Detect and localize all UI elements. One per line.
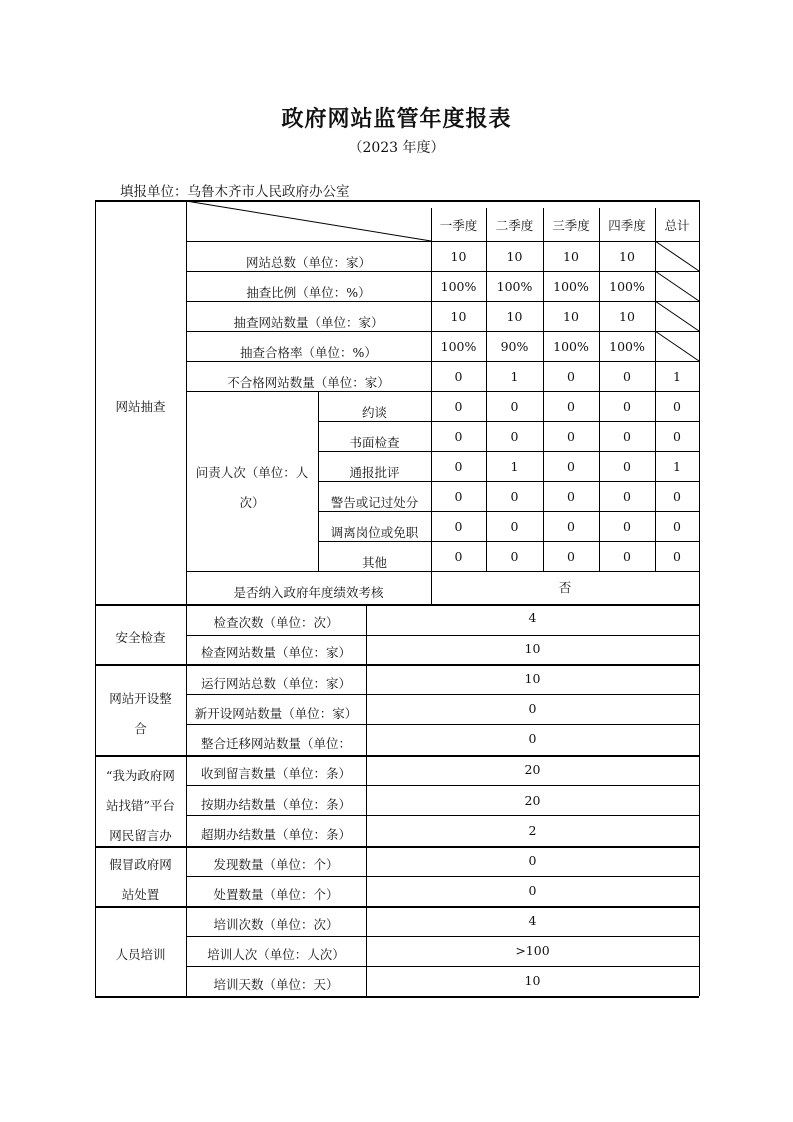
row-label: 培训天数（单位：天）: [213, 977, 339, 992]
q2-value: 1: [510, 369, 519, 384]
row-label: 新开设网站数量（单位：家）: [194, 706, 358, 721]
q2-value: 100%: [496, 279, 533, 294]
report-title: 政府网站监管年度报表: [281, 106, 512, 132]
q3-value: 0: [567, 429, 575, 444]
grid-line: [95, 996, 699, 998]
q4-value: 0: [623, 489, 631, 504]
row-value: 10: [524, 641, 541, 656]
total-value: 0: [673, 549, 681, 564]
sub-row-label: 警告或记过处分: [330, 495, 419, 510]
grid-line: [318, 511, 699, 512]
assessment-label: 是否纳入政府年度绩效考核: [233, 585, 384, 600]
q1-value: 0: [454, 459, 463, 474]
row-label: 处置数量（单位：个）: [213, 887, 339, 902]
messages-section-label: “我为政府网: [106, 768, 175, 783]
grid-line: [95, 200, 96, 996]
grid-line: [95, 664, 699, 666]
grid-line: [318, 481, 699, 482]
row-label: 抽查合格率（单位：%）: [240, 345, 377, 360]
messages-section-label-cont: 站找错”平台: [106, 798, 175, 813]
assessment-value: 否: [558, 580, 572, 595]
row-label: 收到留言数量（单位：条）: [200, 766, 351, 781]
q4-value: 0: [623, 459, 631, 474]
row-value: >100: [515, 943, 550, 958]
q2-value: 0: [510, 549, 519, 564]
total-value: 0: [673, 489, 681, 504]
q4-value: 0: [623, 399, 631, 414]
row-label: 整合迁移网站数量（单位：: [200, 736, 351, 751]
filing-unit-label: 填报单位：: [120, 184, 188, 200]
row-label: 检查次数（单位：次）: [213, 615, 339, 630]
q2-value: 10: [506, 249, 523, 264]
q2-value: 0: [510, 429, 519, 444]
grid-line: [186, 301, 699, 302]
grid-line: [186, 391, 699, 392]
row-value: 4: [528, 913, 537, 928]
grid-line: [186, 815, 699, 816]
q2-value: 90%: [500, 339, 529, 354]
q3-value: 0: [567, 399, 575, 414]
row-value: 2: [528, 823, 537, 838]
q4-value: 0: [623, 429, 631, 444]
column-header-q3: 三季度: [552, 218, 590, 233]
q3-value: 0: [567, 489, 575, 504]
grid-line: [318, 421, 699, 422]
grid-line: [186, 694, 699, 695]
row-label: 按期办结数量（单位：条）: [200, 797, 351, 812]
grid-line: [186, 361, 699, 362]
grid-line: [95, 846, 699, 848]
total-value: 0: [673, 429, 681, 444]
column-header-q2: 二季度: [495, 218, 534, 233]
filing-unit-name: 乌鲁木齐市人民政府办公室: [187, 184, 350, 200]
row-label: 抽查网站数量（单位：家）: [233, 315, 384, 330]
q4-value: 10: [619, 249, 635, 264]
grid-line: [186, 936, 699, 937]
q1-value: 0: [454, 369, 463, 384]
fake-sites-section-label-cont: 站处置: [121, 887, 160, 902]
column-header-q4: 四季度: [608, 218, 646, 233]
row-label: 不合格网站数量（单位：家）: [227, 375, 390, 390]
consolidation-section-label-cont: 合: [134, 721, 147, 736]
row-label: 超期办结数量（单位：条）: [200, 827, 351, 842]
messages-section-label-cont: 网民留言办: [109, 828, 172, 843]
total-value: 1: [673, 369, 681, 384]
q2-value: 0: [510, 489, 519, 504]
row-value: 0: [528, 701, 537, 716]
row-label: 抽查比例（单位：%）: [246, 285, 371, 300]
total-value: 0: [673, 519, 681, 534]
total-na-diagonal: [655, 301, 699, 331]
q1-value: 100%: [440, 339, 477, 354]
q3-value: 0: [567, 519, 575, 534]
row-label: 培训次数（单位：次）: [213, 917, 339, 932]
grid-line: [699, 200, 700, 996]
row-value: 20: [524, 762, 541, 777]
grid-line: [431, 208, 432, 571]
security-section-label: 安全检查: [115, 630, 166, 645]
grid-line: [95, 604, 699, 606]
total-na-diagonal: [655, 241, 699, 271]
accountability-label-cont: 次）: [239, 495, 265, 510]
grid-line: [186, 785, 699, 786]
q2-value: 1: [510, 459, 519, 474]
q1-value: 0: [454, 429, 463, 444]
q2-value: 0: [510, 519, 519, 534]
q1-value: 10: [450, 249, 467, 264]
grid-line: [318, 391, 319, 571]
fake-sites-section-label: 假冒政府网: [109, 857, 172, 872]
row-value: 10: [524, 671, 541, 686]
sub-row-label: 通报批评: [349, 465, 400, 480]
sub-row-label: 调离岗位或免职: [330, 525, 419, 540]
consolidation-section-label: 网站开设整: [109, 691, 172, 706]
grid-line: [318, 541, 699, 542]
q2-value: 0: [510, 399, 519, 414]
grid-line: [186, 331, 699, 332]
grid-line: [186, 635, 699, 636]
q3-value: 0: [567, 549, 575, 564]
grid-line: [186, 966, 699, 967]
site-check-section-label: 网站抽查: [115, 399, 166, 414]
q3-value: 100%: [553, 339, 589, 354]
q3-value: 0: [567, 459, 575, 474]
q1-value: 0: [454, 549, 463, 564]
q1-value: 0: [454, 519, 463, 534]
row-label: 培训人次（单位：人次）: [207, 947, 345, 962]
q1-value: 100%: [440, 279, 477, 294]
row-label: 检查网站数量（单位：家）: [200, 645, 351, 660]
q4-value: 100%: [609, 339, 645, 354]
training-section-label: 人员培训: [115, 947, 166, 962]
grid-line: [186, 876, 699, 877]
q4-value: 100%: [609, 279, 645, 294]
accountability-label: 问责人次（单位：人: [195, 465, 309, 480]
sub-row-label: 其他: [361, 555, 387, 570]
grid-line: [366, 604, 367, 996]
column-header-q1: 一季度: [439, 218, 478, 233]
grid-line: [95, 755, 699, 757]
grid-line: [186, 271, 699, 272]
sub-row-label: 书面检查: [349, 435, 400, 450]
q3-value: 10: [563, 309, 579, 324]
header-diagonal: [186, 201, 431, 241]
grid-line: [486, 208, 487, 571]
grid-line: [543, 208, 544, 571]
grid-line: [186, 724, 699, 725]
row-label: 发现数量（单位：个）: [213, 857, 339, 872]
q2-value: 10: [506, 309, 523, 324]
grid-line: [318, 451, 699, 452]
total-na-diagonal: [655, 331, 699, 361]
grid-line: [186, 571, 699, 572]
grid-line: [655, 208, 656, 571]
q4-value: 0: [623, 549, 631, 564]
q4-value: 10: [619, 309, 635, 324]
q3-value: 100%: [553, 279, 589, 294]
grid-line: [186, 241, 699, 242]
grid-line: [599, 208, 600, 571]
row-label: 运行网站总数（单位：家）: [200, 676, 351, 691]
grid-line: [431, 571, 432, 604]
row-value: 10: [524, 973, 541, 988]
total-na-diagonal: [655, 271, 699, 301]
row-value: 4: [528, 610, 537, 625]
report-year: （2023 年度）: [348, 140, 445, 156]
total-value: 0: [673, 399, 681, 414]
q3-value: 0: [567, 369, 575, 384]
q3-value: 10: [563, 249, 579, 264]
column-header-total: 总计: [664, 218, 690, 233]
q4-value: 0: [623, 369, 631, 384]
row-value: 20: [524, 793, 541, 808]
total-value: 1: [673, 459, 681, 474]
sub-row-label: 约谈: [361, 405, 387, 420]
row-value: 0: [528, 731, 537, 746]
q1-value: 0: [454, 489, 463, 504]
q1-value: 0: [454, 399, 463, 414]
q4-value: 0: [623, 519, 631, 534]
q1-value: 10: [450, 309, 467, 324]
row-value: 0: [528, 853, 537, 868]
row-label: 网站总数（单位：家）: [245, 255, 371, 270]
grid-line: [95, 906, 699, 908]
row-value: 0: [528, 883, 537, 898]
